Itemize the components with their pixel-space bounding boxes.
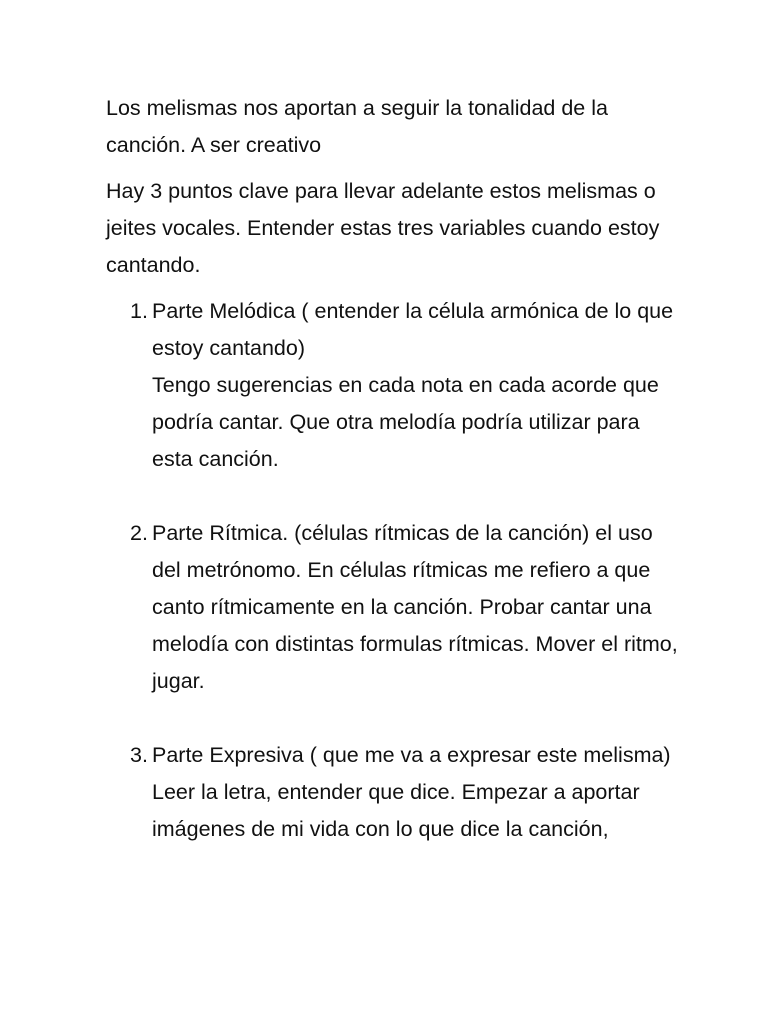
key-points-list bbox=[106, 293, 686, 848]
list-item-detail: Tengo sugerencias en cada nota en cada acorde que podría cantar. Que otra melodía podría utilizar para esta canción. bbox=[152, 373, 659, 471]
list-item bbox=[106, 737, 686, 848]
list-item-number: 3. bbox=[130, 743, 148, 767]
list-item-heading: Parte Rítmica. (células rítmicas de la canción) el uso del metrónomo. En células rítmicas me refiero a que canto rítmicamente en la canción. Probar cantar una melodía con distintas formulas rítmicas. Mover el ritmo, jugar. bbox=[152, 521, 678, 693]
list-item-heading: Parte Expresiva ( que me va a expresar este melisma) bbox=[152, 743, 671, 767]
list-item-heading: Parte Melódica ( entender la célula armónica de lo que estoy cantando) bbox=[152, 299, 674, 360]
list-item-number: 1. bbox=[130, 299, 148, 323]
intro-paragraph: Los melismas nos aportan a seguir la tonalidad de la canción. A ser creativo bbox=[106, 96, 608, 157]
list-item bbox=[106, 515, 686, 700]
list-item-number: 2. bbox=[130, 521, 148, 545]
document-body bbox=[106, 90, 686, 885]
key-points-paragraph: Hay 3 puntos clave para llevar adelante estos melismas o jeites vocales. Entender estas tres variables cuando estoy cantando. bbox=[106, 179, 660, 277]
list-item bbox=[106, 293, 686, 478]
list-item-detail: Leer la letra, entender que dice. Empezar a aportar imágenes de mi vida con lo que dice la canción, bbox=[152, 780, 640, 841]
